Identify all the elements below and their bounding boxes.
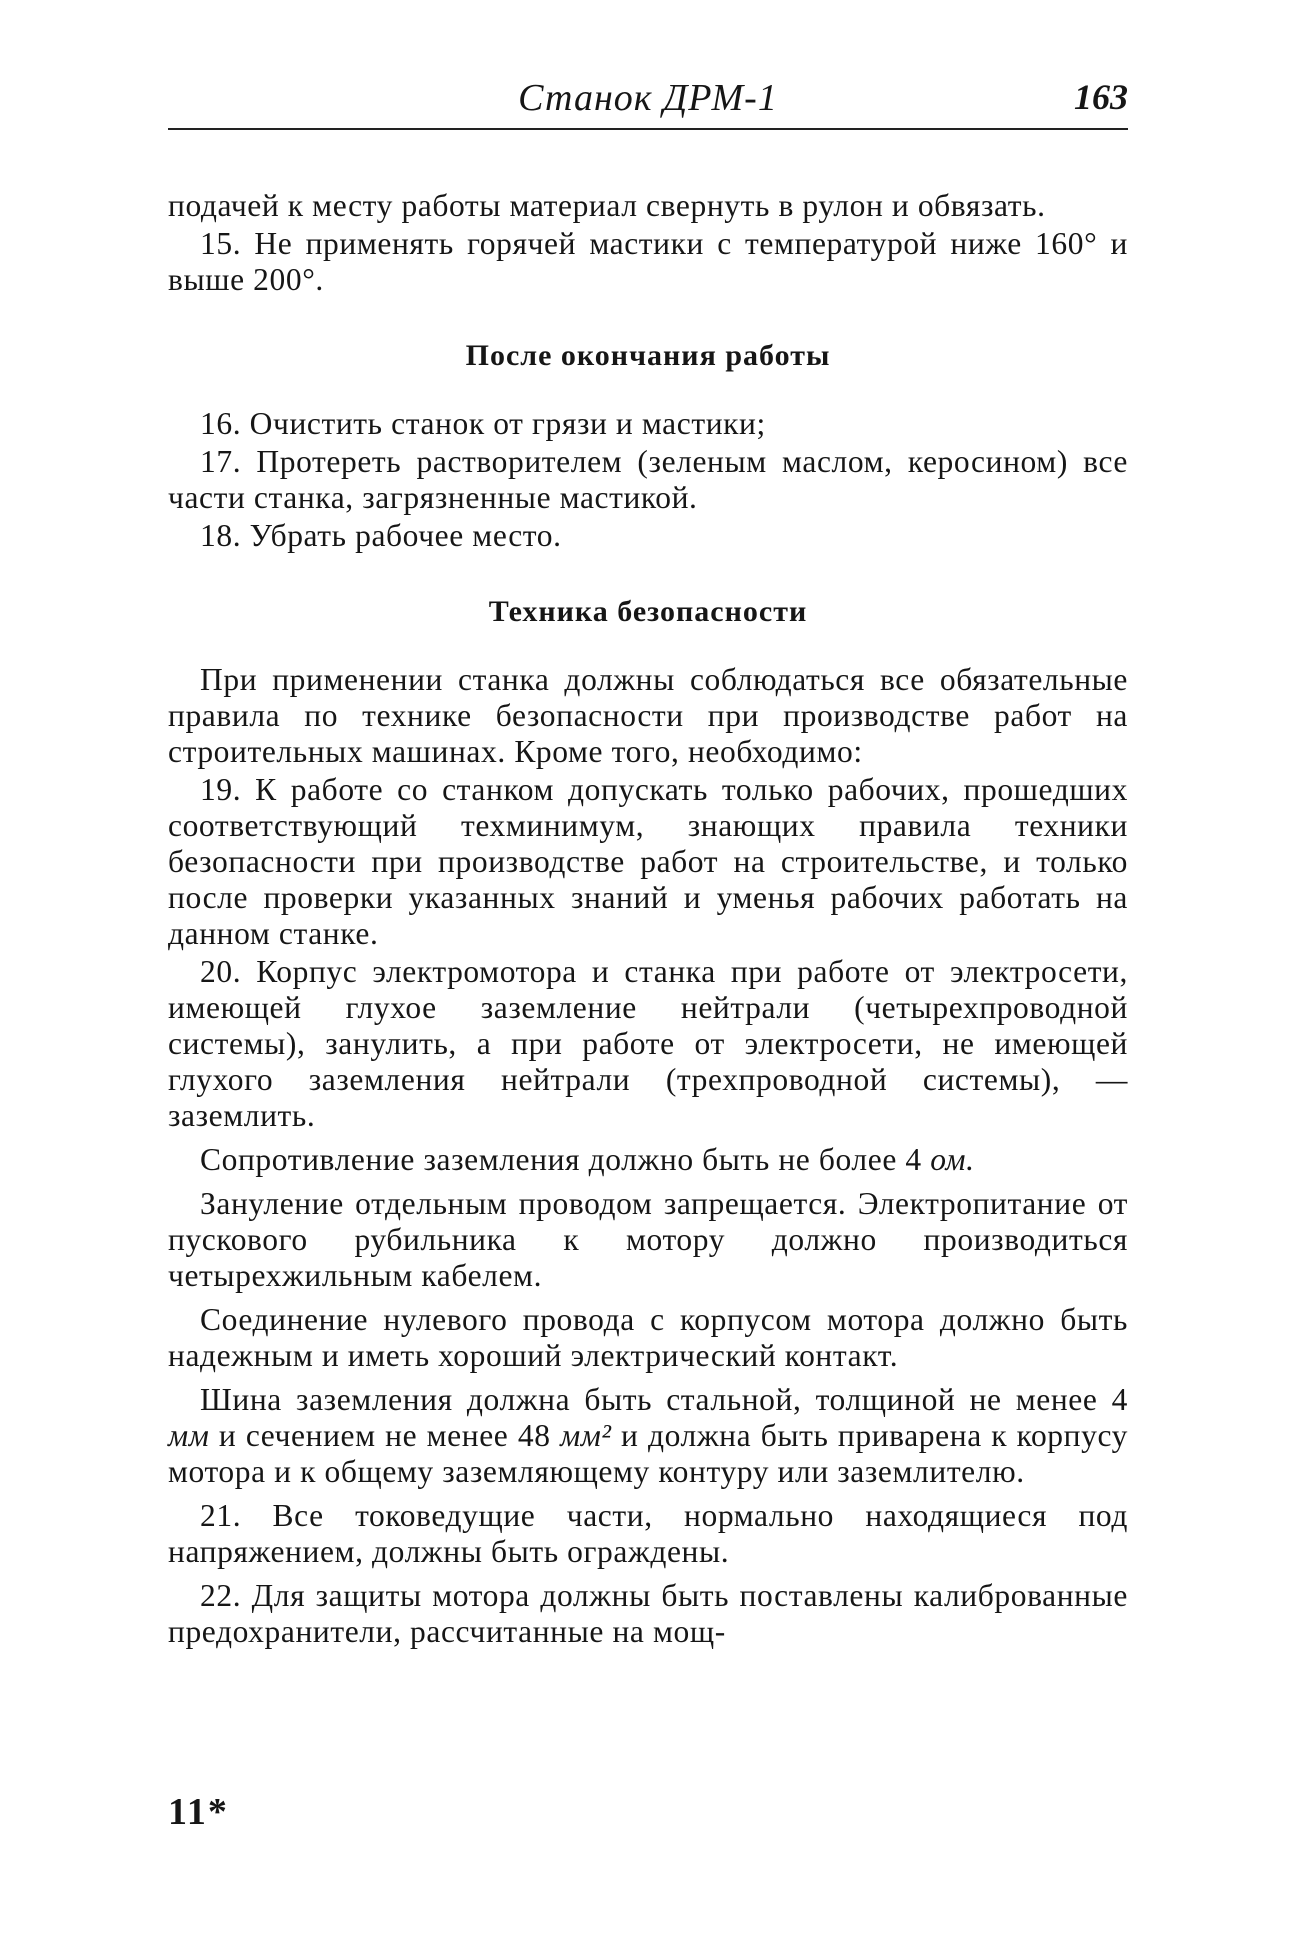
resistance-paragraph [168,1142,1128,1178]
list-item-18: 18. Убрать рабочее место. [200,518,562,553]
list-item-16: 16. Очистить станок от грязи и мастики; [200,406,766,441]
bus-text-2: и сечением не менее 48 [218,1418,551,1453]
bus-unit-2: мм² [560,1418,612,1453]
list-item-19: 19. К работе со станком допускать только рабочих, прошедших соответствующий техминимум, знающих правила техники безопасности при производстве работ на строительстве, и только после проверки указанных знаний и уменья рабочих работать на данном станке. [168,772,1128,951]
grounding-bus-paragraph [168,1382,1128,1490]
section-heading-safety: Техника безопасности [488,595,808,628]
bus-text-3: и должна быть приварена к корпусу мотора и к общему заземляющему контуру или заземлителю. [168,1418,1128,1489]
after-work-list [168,406,1128,554]
page-number: 163 [1074,77,1128,117]
zeroing-paragraph: Зануление отдельным проводом запрещается. Электропитание от пускового рубильника к мотору должно производиться четырехжильным кабелем. [168,1186,1128,1293]
running-header [168,68,1128,124]
bus-text-1: Шина заземления должна быть стальной, толщиной не менее 4 [200,1382,1128,1417]
list-item-21: 21. Все токоведущие части, нормально находящиеся под напряжением, должны быть ограждены. [168,1498,1128,1569]
bus-unit-1: мм [168,1418,210,1453]
header-rule [168,128,1128,130]
list-item-22: 22. Для защиты мотора должны быть поставлены калиброванные предохранители, рассчитанные на мощ- [168,1578,1128,1649]
list-item-20: 20. Корпус электромотора и станка при работе от электросети, имеющей глухое заземление нейтрали (четырехпроводной системы), занулить, а при работе от электросети, не имеющей глухого заземления нейтрали (трехпроводной системы), — заземлить. [168,954,1128,1133]
safety-intro-paragraph: При применении станка должны соблюдаться все обязательные правила по технике безопасности при производстве работ на строительных машинах. Кроме того, необходимо: [168,662,1128,769]
resistance-text: Сопротивление заземления должно быть не более 4 [200,1142,922,1177]
page-body [168,188,1128,1650]
book-page [168,68,1128,1833]
connection-paragraph: Соединение нулевого провода с корпусом мотора должно быть надежным и иметь хороший электрический контакт. [168,1302,1128,1373]
list-item-15: 15. Не применять горячей мастики с температурой ниже 160° и выше 200°. [168,226,1128,297]
continuation-paragraph: подачей к месту работы материал свернуть в рулон и обвязать. [168,188,1046,223]
resistance-unit: ом. [930,1142,975,1177]
signature-mark: 11* [168,1791,229,1833]
section-heading-after-work: После окончания работы [465,339,831,372]
running-title: Станок ДРМ-1 [518,77,778,119]
list-item-17: 17. Протереть растворителем (зеленым маслом, керосином) все части станка, загрязненные мастикой. [168,444,1128,515]
